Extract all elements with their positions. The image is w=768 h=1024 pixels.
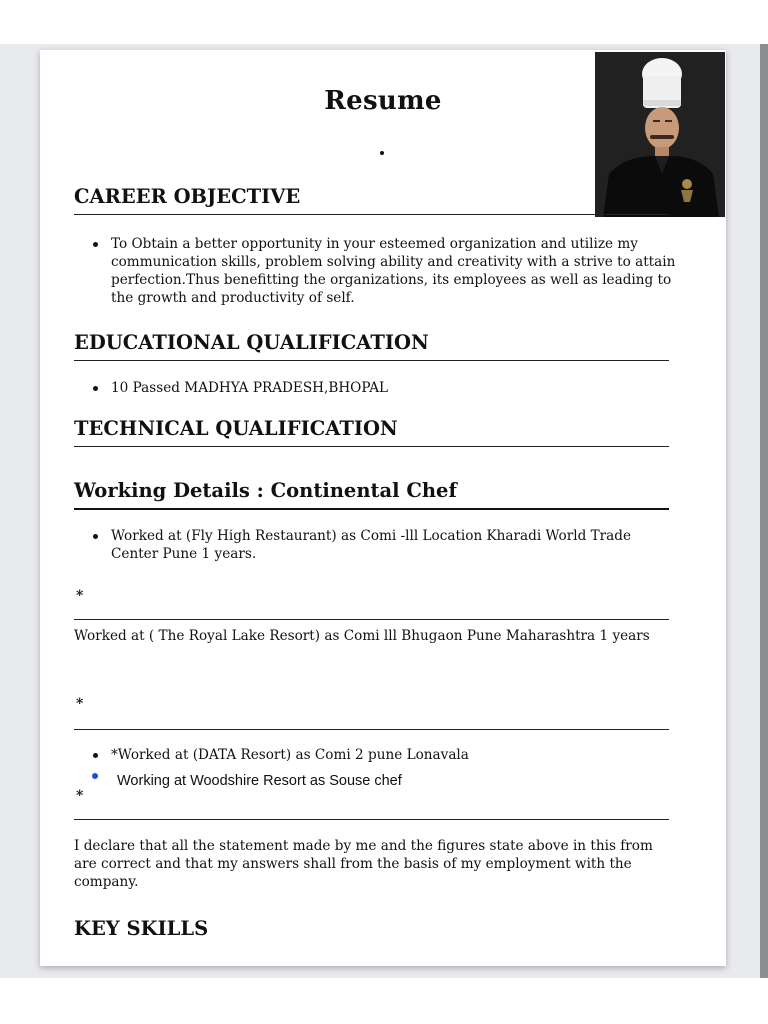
star-marker: * xyxy=(76,588,84,604)
career-objective-text: To Obtain a better opportunity in your esteemed organization and utilize my communication skills, problem solving ability and creativity with a strive to attain perfection.Thus benefitting the organizations, its employees as well as leading to the growth and productivity of self. xyxy=(90,235,680,307)
declaration-text: I declare that all the statement made by me and the figures state above in this from are correct and that my answers shall from the basis of my employment with the company. xyxy=(74,838,653,890)
working-list-1 xyxy=(90,527,680,563)
work-item-royal-lake: Worked at ( The Royal Lake Resort) as Comi lll Bhugaon Pune Maharashtra 1 years xyxy=(74,628,650,644)
divider-line xyxy=(74,729,669,730)
work-item-woodshire: Working at Woodshire Resort as Souse chef xyxy=(90,772,680,790)
viewer-bottom-band xyxy=(0,978,768,1024)
work-item-data-resort: *Worked at (DATA Resort) as Comi 2 pune Lonavala xyxy=(90,746,680,764)
title-dot xyxy=(380,151,384,155)
educational-qualification-heading: EDUCATIONAL QUALIFICATION xyxy=(74,331,669,361)
resume-page xyxy=(40,50,726,966)
working-details-heading: Working Details : Continental Chef xyxy=(74,479,669,510)
viewer-scrollbar[interactable] xyxy=(760,44,768,978)
viewer-top-band xyxy=(0,0,768,44)
career-objective-heading: CAREER OBJECTIVE xyxy=(74,185,669,215)
educational-list xyxy=(90,379,680,397)
page-title: Resume xyxy=(324,86,442,116)
career-objective-list xyxy=(90,235,680,307)
working-list-2 xyxy=(90,746,680,790)
star-marker: * xyxy=(76,696,84,712)
divider-line xyxy=(74,619,669,620)
star-marker: * xyxy=(76,788,84,804)
key-skills-heading: KEY SKILLS xyxy=(74,917,209,940)
work-item-fly-high: Worked at (Fly High Restaurant) as Comi -lll Location Kharadi World Trade Center Pune 1 years. xyxy=(90,527,680,563)
technical-qualification-heading: TECHNICAL QUALIFICATION xyxy=(74,417,669,447)
divider-line xyxy=(74,819,669,820)
education-item: 10 Passed MADHYA PRADESH,BHOPAL xyxy=(90,379,680,397)
